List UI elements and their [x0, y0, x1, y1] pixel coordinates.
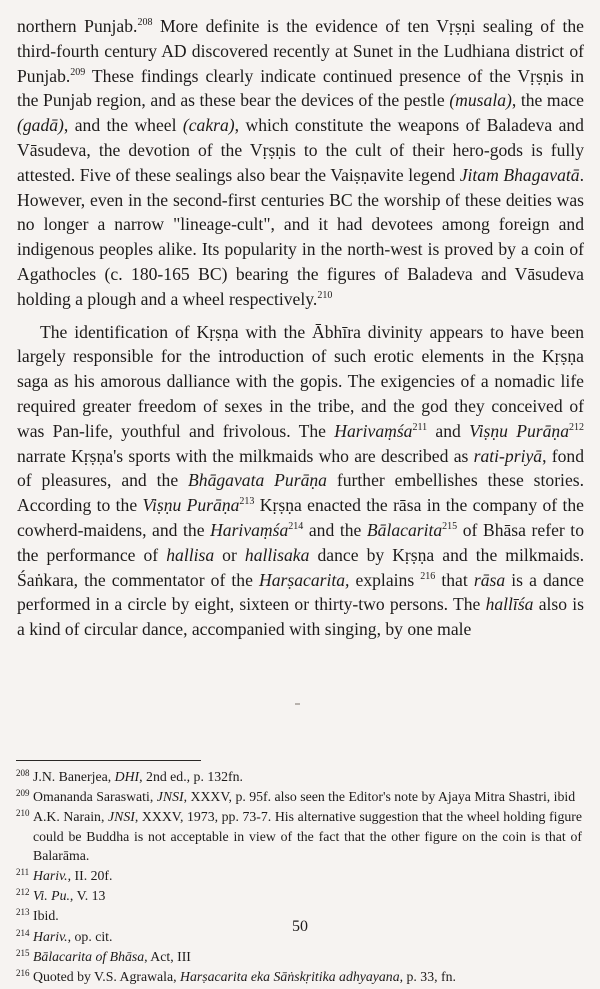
paragraph-run-italic: (cakra) — [182, 115, 235, 136]
footnote-run-italic: Bālacarita of Bhāsa — [33, 948, 145, 964]
paragraph-run-text: further embellishes these stories. According to the — [17, 470, 585, 516]
paragraph-run-text: that — [435, 569, 474, 590]
paragraph-run-italic: (gadā) — [17, 115, 64, 136]
footnote-run-text: , 2nd ed., p. 132fn. — [139, 769, 243, 784]
footnote-number: 211 — [16, 867, 30, 878]
paragraph-run-italic: hallīśa — [485, 594, 534, 615]
paragraph-run-italic: Bhāgavata Purāṇa — [188, 470, 327, 491]
footnote-run-text: Ibid. — [33, 908, 59, 924]
paragraph-run-italic: hallisaka — [244, 544, 310, 565]
footnote-run-text: Quoted by V.S. Agrawala, — [33, 969, 181, 985]
footnote-number: 209 — [16, 788, 30, 799]
paragraph-1 — [17, 14, 584, 312]
footnote-run-italic: JNSI — [108, 809, 135, 825]
footnote-text — [33, 866, 582, 885]
footnote-ref-214: 214 — [288, 520, 304, 532]
footnotes — [16, 767, 582, 986]
paragraph-run-text: of Bhāsa refer to the performance of — [17, 519, 584, 565]
stray-mark — [295, 703, 300, 705]
footnote-text — [33, 787, 582, 806]
paragraph-run-text: , the mace — [511, 90, 584, 111]
footnote-run-text: A.K. Narain, — [33, 809, 109, 825]
footnote-run-text: Omananda Saraswati, — [33, 789, 157, 805]
paragraph-run-italic: Bālacarita — [366, 519, 443, 540]
footnote-210 — [16, 807, 582, 865]
page-number: 50 — [292, 918, 308, 935]
footnote-run-text: , II. 20f. — [67, 868, 113, 884]
footnote-run-text: , XXXV, 1973, pp. 73-7. His alternative suggestion that the wheel holding figure could be Buddha is not acceptable in view of the fact that the other figure on the coin is that of Balarāma. — [33, 809, 582, 863]
paragraph-run-text: dance by Kṛṣṇa and the milkmaids. Śaṅkara, the commentator of the — [17, 544, 584, 590]
footnote-216 — [16, 967, 582, 986]
footnote-run-text: , p. 33, fn. — [399, 969, 456, 985]
paragraph-run-italic: rati-priyā — [473, 445, 543, 466]
paragraph-run-italic: (musala) — [449, 90, 512, 111]
footnote-text — [33, 807, 582, 865]
footnote-209 — [16, 787, 582, 806]
footnote-run-text: , XXXV, p. 95f. also seen the Editor's note by Ajaya Mitra Shastri, ibid — [183, 789, 576, 805]
paragraph-run-text: or — [214, 544, 245, 565]
footnote-run-text: , V. 13 — [69, 888, 106, 904]
paragraph-run-italic: rāsa — [473, 569, 506, 590]
footnote-number: 208 — [16, 768, 30, 778]
paragraph-run-text: explains — [349, 569, 421, 590]
footnote-ref-213: 213 — [239, 496, 255, 508]
footnote-text — [33, 767, 582, 786]
paragraph-run-italic: Harṣacarita, — [259, 569, 350, 590]
paragraph-run-text: , which constitute the weapons of Baladeva and Vāsudeva, the devotion of the Vṛṣṇis to the cult of their hero-gods is fully attested. Five of these sealings also bear the Vaiṣṇavite legend — [17, 115, 584, 185]
paragraph-run-text: , fond of pleasures, and the — [17, 445, 584, 491]
footnote-text — [33, 947, 582, 966]
paragraph-run-italic: Harivaṃśa — [334, 420, 413, 441]
footnote-run-italic: Hariv. — [33, 928, 68, 944]
paragraph-run-text: is a dance performed in a circle by eight, sixteen or thirty-two persons. The — [17, 569, 584, 615]
footnote-ref-212: 212 — [569, 421, 584, 433]
footnote-number: 214 — [16, 927, 30, 938]
footnote-ref-216: 216 — [420, 570, 436, 582]
footnote-run-italic: JNSI — [156, 789, 184, 805]
footnote-run-italic: Harṣacarita eka Sāṅskṛitika adhyayana — [180, 969, 400, 985]
footnote-ref-208: 208 — [137, 17, 153, 28]
paragraph-2 — [17, 320, 584, 642]
footnote-ref-210: 210 — [317, 289, 333, 301]
footnote-211 — [16, 866, 582, 885]
footnote-ref-209: 209 — [70, 66, 86, 78]
footnote-ref-211: 211 — [412, 421, 428, 433]
footnote-ref-215: 215 — [442, 520, 458, 532]
footnote-run-italic: DHI — [114, 769, 140, 784]
paragraph-run-italic: Viṣṇu Purāṇa — [142, 495, 240, 516]
paragraph-run-italic: Viṣṇu Purāṇa — [469, 420, 569, 441]
footnote-number: 210 — [16, 808, 30, 819]
footnote-run-italic: Vi. Pu. — [33, 888, 70, 904]
paragraph-run-text: . However, even in the second-first centuries BC the worship of these deities was no longer a narrow "lineage-cult", and it had devotees among foreign and indigenous peoples alike. Its popularity in the north-west is proved by a coin of Agathocles (c. 180-165 BC) bearing the figures of Baladeva and Vāsudeva holding a plough and a wheel respectively. — [17, 164, 585, 309]
paragraph-run-text: , and the wheel — [63, 115, 183, 136]
paragraph-run-text: These findings clearly indicate continued presence of the Vṛṣṇis in the Punjab region, and as these bear the devices of the pestle — [17, 65, 584, 111]
paragraph-run-text: More definite is the evidence of ten Vṛṣṇi sealing of the third-fourth century AD discovered recently at Sunet in the Ludhiana district of Punjab. — [17, 16, 584, 86]
footnote-text — [33, 967, 582, 986]
footnote-text — [33, 886, 582, 905]
footnote-215 — [16, 947, 582, 966]
paragraph-run-italic: Harivaṃśa — [210, 519, 289, 540]
footnote-run-text: , op. cit. — [67, 928, 113, 944]
footnote-run-text: , Act, III — [144, 948, 191, 964]
footnote-208 — [16, 767, 582, 786]
footnote-number: 215 — [16, 947, 30, 958]
paragraph-run-text: The identification of Kṛṣṇa with the Ābhīra divinity appears to have been largely responsible for the introduction of such erotic elements in the Kṛṣṇa saga as his amorous dalliance with the gopis. The exigencies of a nomadic life required greater freedom of sexes in the tribe, and the god they conceived of was Pan-life, youthful and frivolous. The — [17, 321, 584, 441]
paragraph-run-text: and — [427, 420, 470, 441]
paragraph-run-text: northern Punjab. — [17, 16, 138, 36]
footnote-run-text: J.N. Banerjea, — [33, 769, 115, 784]
footnote-212 — [16, 886, 582, 905]
paragraph-run-text: narrate Kṛṣṇa's sports with the milkmaids who are described as — [17, 445, 474, 466]
footnote-run-italic: Hariv. — [33, 868, 68, 884]
footnote-number: 212 — [16, 887, 30, 898]
paragraph-run-italic: Jitam Bhagavatā — [459, 164, 580, 185]
paragraph-run-text: Kṛṣṇa enacted the rāsa in the company of the cowherd-maidens, and the — [17, 495, 584, 540]
footnote-rule — [16, 760, 201, 761]
footnote-number: 213 — [16, 907, 30, 918]
paragraph-run-italic: hallisa — [166, 544, 215, 565]
paragraph-run-text: and the — [303, 519, 367, 540]
footnote-number: 216 — [16, 968, 30, 979]
paragraph-run-text: also is a kind of circular dance, accompanied with singing, by one male — [17, 594, 585, 640]
